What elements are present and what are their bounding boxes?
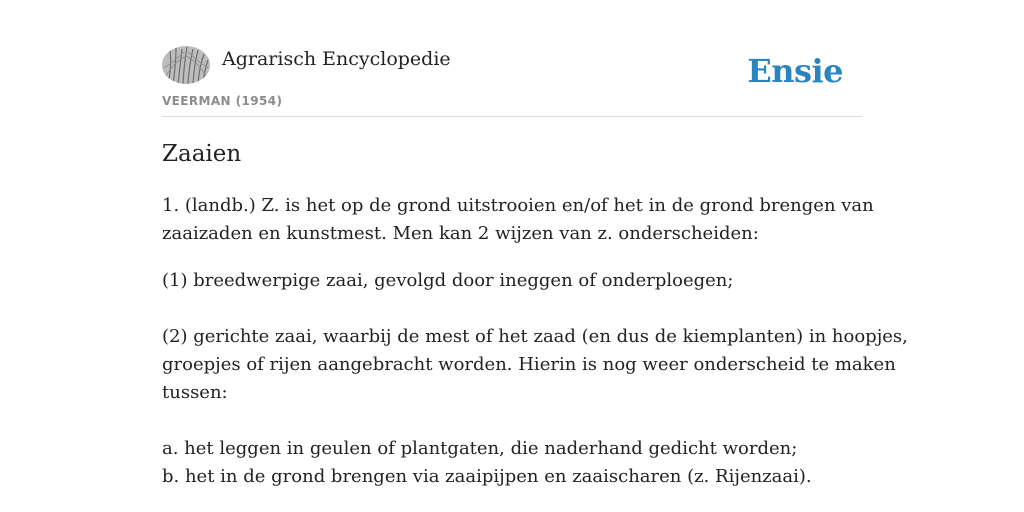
paragraph-line: (1) breedwerpige zaai, gevolgd door ineggen of onderploegen;: [162, 270, 734, 291]
wheat-icon[interactable]: [162, 46, 210, 84]
article-paragraph: [162, 267, 862, 295]
source-meta: VEERMAN (1954): [162, 94, 283, 108]
article-title: Zaaien: [162, 141, 242, 167]
paragraph-line: b. het in de grond brengen via zaaipijpen en zaaischaren (z. Rijenzaai).: [162, 466, 812, 487]
paragraph-line: (2) gerichte zaai, waarbij de mest of het zaad (en dus de kiemplanten) in hoopjes,: [162, 326, 908, 347]
source-title[interactable]: Agrarisch Encyclopedie: [222, 48, 451, 70]
article-paragraph: [162, 323, 908, 407]
brand-logo[interactable]: Ensie: [747, 52, 843, 90]
article-paragraph: [162, 192, 874, 248]
paragraph-line: zaaizaden en kunstmest. Men kan 2 wijzen van z. onderscheiden:: [162, 223, 759, 244]
paragraph-line: groepjes of rijen aangebracht worden. Hierin is nog weer onderscheid te maken: [162, 354, 896, 375]
paragraph-line: a. het leggen in geulen of plantgaten, die naderhand gedicht worden;: [162, 438, 798, 459]
paragraph-line: tussen:: [162, 382, 228, 403]
article-paragraph: [162, 435, 862, 491]
source-header: [162, 44, 862, 117]
paragraph-line: 1. (landb.) Z. is het op de grond uitstrooien en/of het in de grond brengen van: [162, 195, 874, 216]
